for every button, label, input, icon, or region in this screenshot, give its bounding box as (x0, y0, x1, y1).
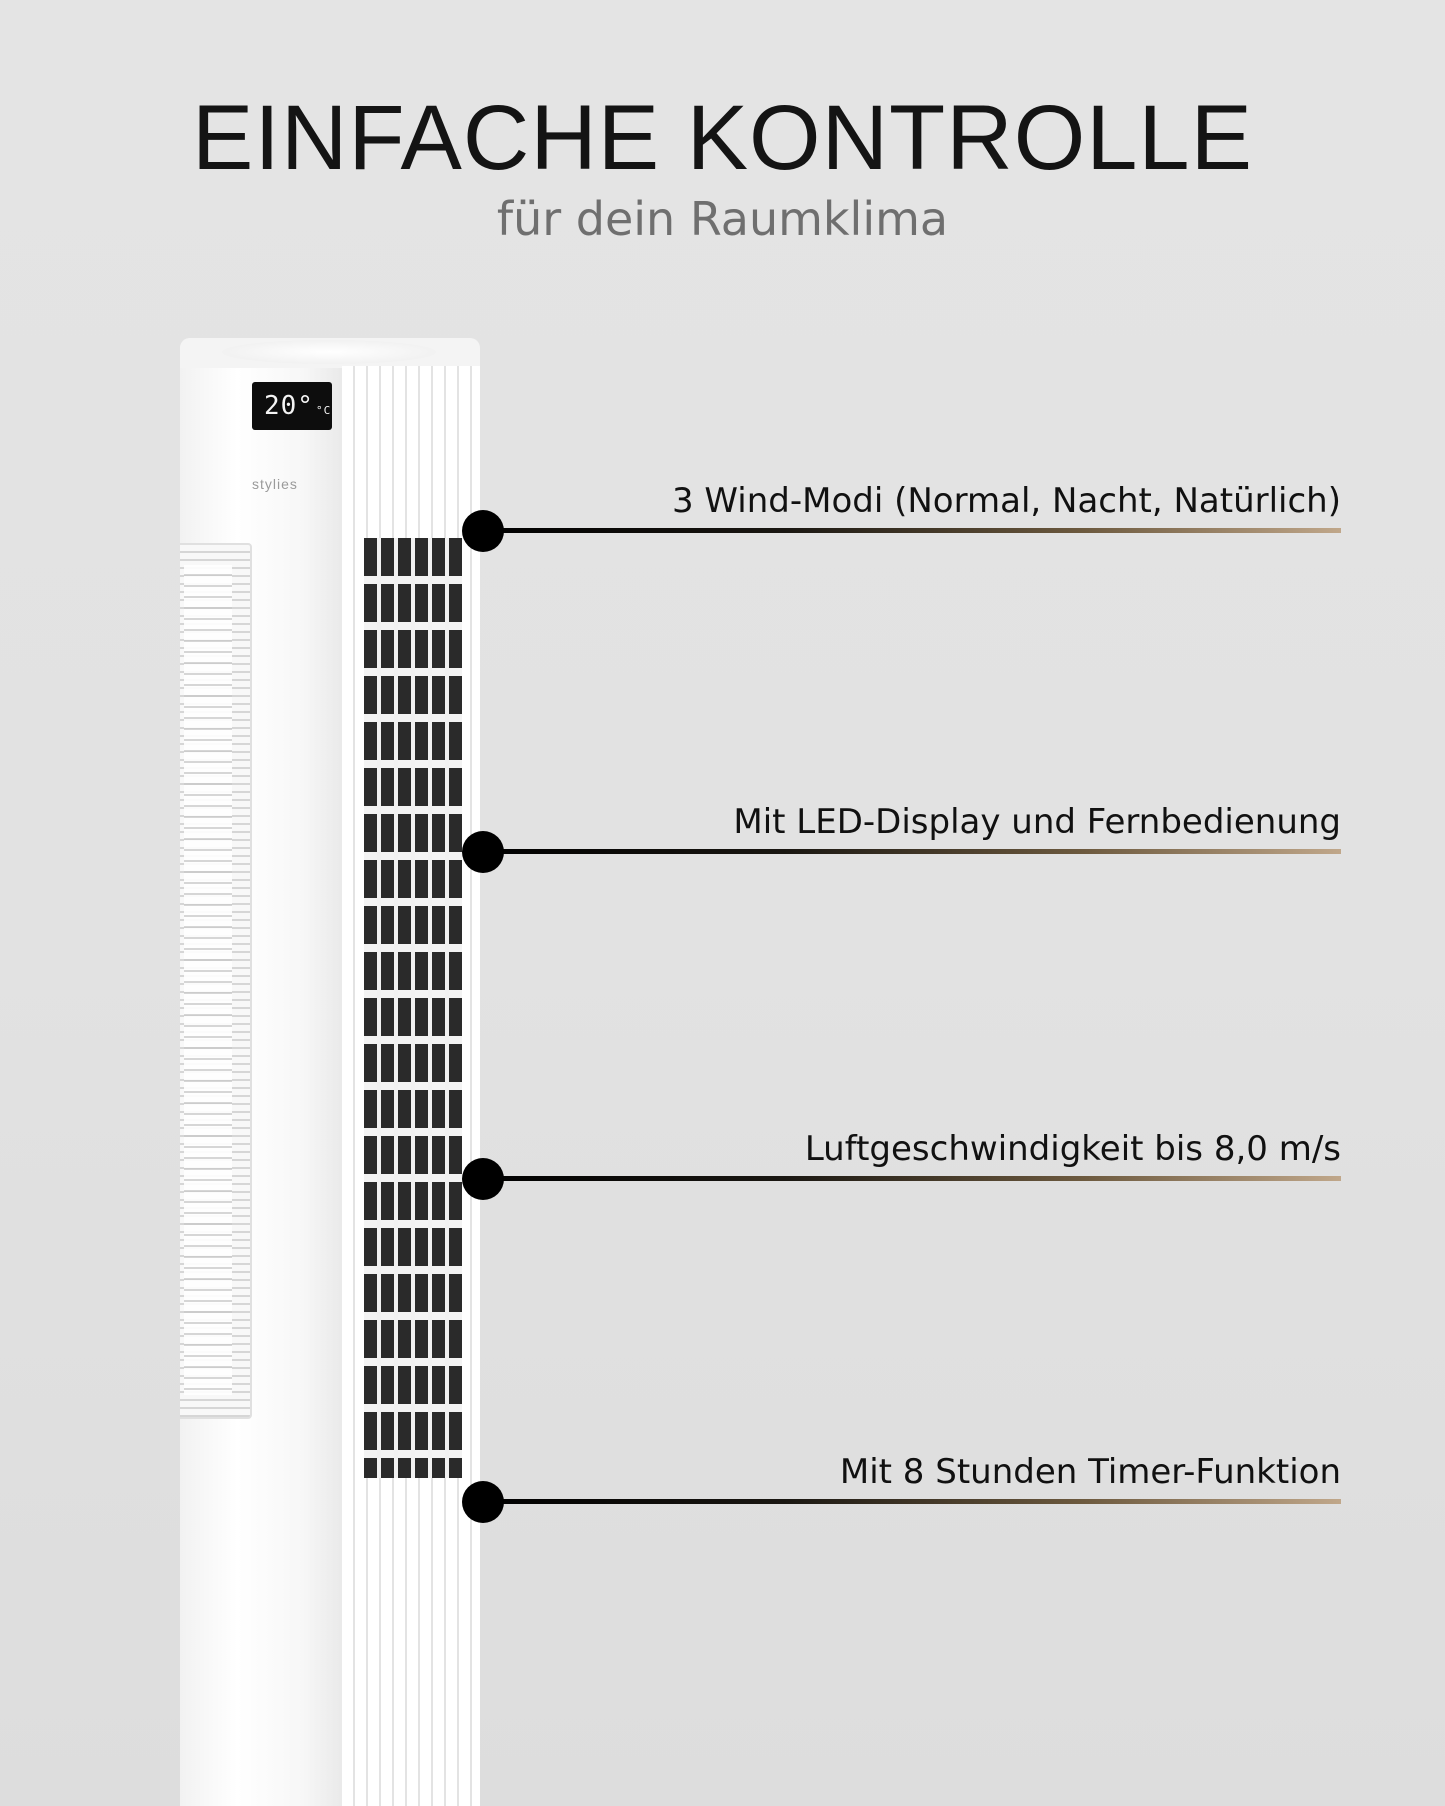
side-grille (180, 543, 252, 1419)
page-title: EINFACHE KONTROLLE (192, 87, 1253, 189)
feature-label: 3 Wind-Modi (Normal, Nacht, Natürlich) (671, 481, 1341, 521)
feature-line (484, 849, 1341, 854)
feature-timer (0, 1452, 1445, 1515)
feature-air-speed (0, 1129, 1445, 1192)
feature-dot-icon (462, 1481, 504, 1523)
feature-label: Luftgeschwindigkeit bis 8,0 m/s (804, 1129, 1341, 1169)
tower-fan-image (180, 338, 480, 1806)
led-display (252, 382, 332, 430)
feature-label: Mit LED-Display und Fernbedienung (733, 802, 1341, 842)
brand-logo: stylies (252, 476, 298, 492)
feature-line (484, 1176, 1341, 1181)
feature-line (484, 1499, 1341, 1504)
fan-top-cap (180, 338, 480, 368)
feature-line (484, 528, 1341, 533)
feature-dot-icon (462, 510, 504, 552)
feature-wind-modes (0, 481, 1445, 544)
page-subtitle: für dein Raumklima (496, 192, 949, 246)
feature-dot-icon (462, 831, 504, 873)
feature-dot-icon (462, 1158, 504, 1200)
led-display-value: 20° (264, 391, 314, 421)
feature-label: Mit 8 Stunden Timer-Funktion (839, 1452, 1341, 1492)
front-air-grille (364, 538, 462, 1478)
fan-top-disc (222, 340, 436, 364)
led-display-unit: °C (315, 404, 332, 417)
feature-led-display (0, 802, 1445, 865)
